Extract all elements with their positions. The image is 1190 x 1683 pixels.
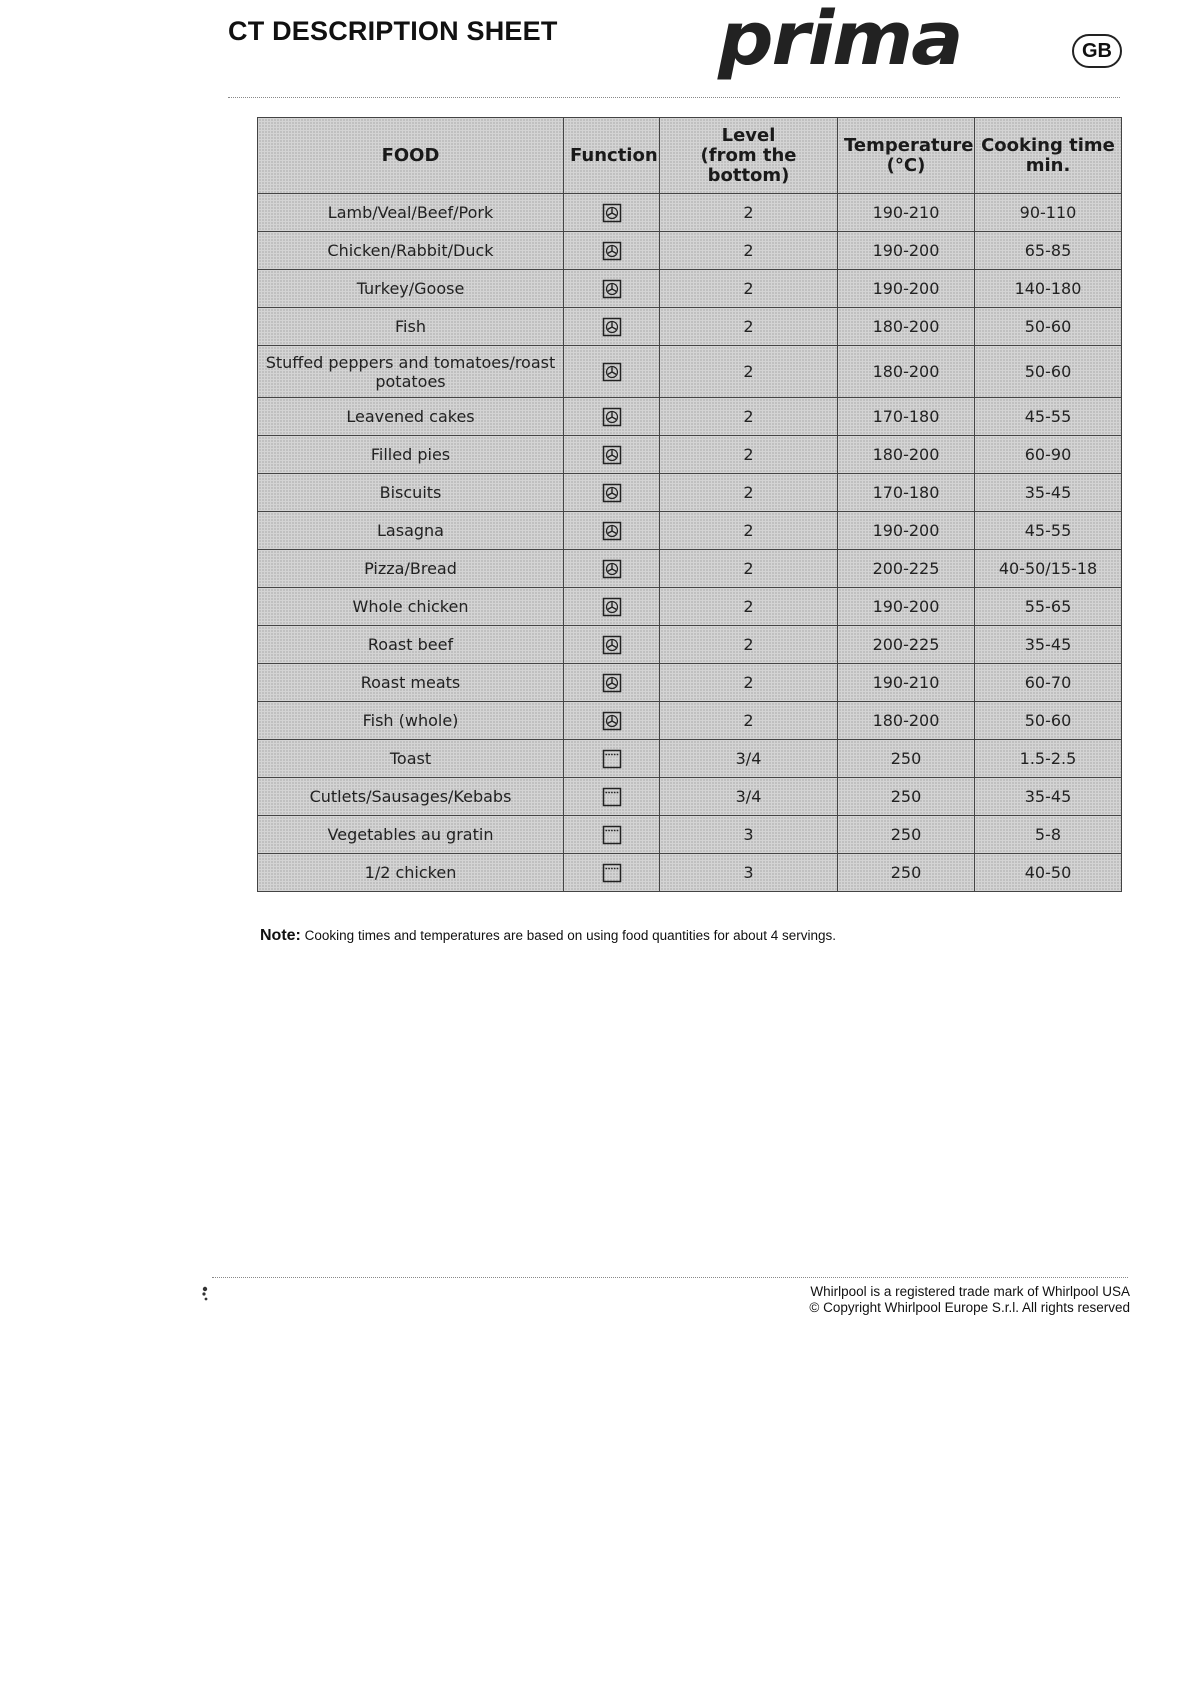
function-cell: [564, 778, 660, 816]
level-cell: 3: [660, 854, 838, 892]
temperature-cell: 180-200: [838, 308, 975, 346]
table-row: [258, 626, 1122, 664]
cooking-time-cell: 35-45: [975, 626, 1122, 664]
function-cell: [564, 740, 660, 778]
column-header-cooking-time: Cooking time min.: [975, 118, 1122, 194]
temperature-cell: 200-225: [838, 626, 975, 664]
temperature-cell: 190-210: [838, 664, 975, 702]
level-cell: 2: [660, 270, 838, 308]
food-cell: Pizza/Bread: [258, 550, 564, 588]
fan-oven-icon: [602, 317, 622, 337]
table-row: [258, 194, 1122, 232]
fan-oven-icon: [602, 445, 622, 465]
food-cell: Cutlets/Sausages/Kebabs: [258, 778, 564, 816]
table-row: [258, 398, 1122, 436]
function-cell: [564, 664, 660, 702]
temperature-cell: 190-210: [838, 194, 975, 232]
table-row: [258, 308, 1122, 346]
cooking-time-cell: 1.5-2.5: [975, 740, 1122, 778]
footer-divider: [212, 1277, 1128, 1278]
footer-trademark: Whirlpool is a registered trade mark of Whirlpool USA: [810, 1284, 1130, 1299]
food-cell: Fish (whole): [258, 702, 564, 740]
level-cell: 2: [660, 626, 838, 664]
function-cell: [564, 588, 660, 626]
table-row: [258, 436, 1122, 474]
table-header-row: [258, 118, 1122, 194]
function-cell: [564, 474, 660, 512]
food-cell: Filled pies: [258, 436, 564, 474]
function-cell: [564, 816, 660, 854]
table-row: [258, 588, 1122, 626]
note-label: Note:: [260, 927, 301, 944]
function-cell: [564, 232, 660, 270]
cooking-time-cell: 50-60: [975, 308, 1122, 346]
food-cell: Lamb/Veal/Beef/Pork: [258, 194, 564, 232]
level-cell: 2: [660, 474, 838, 512]
note-text: Cooking times and temperatures are based on using food quantities for about 4 servings.: [304, 928, 836, 943]
temperature-cell: 250: [838, 778, 975, 816]
function-cell: [564, 512, 660, 550]
header-divider: [228, 97, 1120, 98]
food-cell: Leavened cakes: [258, 398, 564, 436]
column-header-function: Function: [564, 118, 660, 194]
level-cell: 3/4: [660, 740, 838, 778]
function-cell: [564, 436, 660, 474]
table-body: [258, 194, 1122, 892]
cooking-time-cell: 60-90: [975, 436, 1122, 474]
column-header-level: Level (from the bottom): [660, 118, 838, 194]
temperature-cell: 250: [838, 740, 975, 778]
cooking-time-cell: 65-85: [975, 232, 1122, 270]
temperature-cell: 190-200: [838, 270, 975, 308]
level-cell: 2: [660, 512, 838, 550]
cooking-table: [257, 117, 1122, 892]
column-header-temperature: Temperature (°C): [838, 118, 975, 194]
food-cell: Biscuits: [258, 474, 564, 512]
grill-icon: [602, 749, 622, 769]
footer-copyright: © Copyright Whirlpool Europe S.r.l. All rights reserved: [809, 1300, 1130, 1315]
fan-oven-icon: [602, 483, 622, 503]
table-row: [258, 512, 1122, 550]
level-cell: 2: [660, 308, 838, 346]
temperature-cell: 190-200: [838, 512, 975, 550]
cooking-time-cell: 35-45: [975, 474, 1122, 512]
temperature-cell: 190-200: [838, 232, 975, 270]
fan-oven-icon: [602, 521, 622, 541]
note: [260, 927, 836, 945]
level-cell: 2: [660, 346, 838, 398]
fan-oven-icon: [602, 559, 622, 579]
level-cell: 3: [660, 816, 838, 854]
temperature-cell: 250: [838, 854, 975, 892]
footer: [809, 1284, 1130, 1316]
function-cell: [564, 270, 660, 308]
temperature-cell: 190-200: [838, 588, 975, 626]
food-cell: 1/2 chicken: [258, 854, 564, 892]
grill-icon: [602, 825, 622, 845]
temperature-cell: 170-180: [838, 398, 975, 436]
table-row: [258, 474, 1122, 512]
cooking-time-cell: 50-60: [975, 702, 1122, 740]
temperature-cell: 250: [838, 816, 975, 854]
temperature-cell: 180-200: [838, 346, 975, 398]
level-cell: 2: [660, 550, 838, 588]
level-cell: 2: [660, 664, 838, 702]
brand-logo: prima: [718, 0, 962, 82]
food-cell: Chicken/Rabbit/Duck: [258, 232, 564, 270]
level-cell: 2: [660, 194, 838, 232]
function-cell: [564, 308, 660, 346]
food-cell: Toast: [258, 740, 564, 778]
page-title: СT DESCRIPTION SHEET: [228, 16, 558, 46]
grill-icon: [602, 863, 622, 883]
food-cell: Fish: [258, 308, 564, 346]
temperature-cell: 180-200: [838, 436, 975, 474]
cooking-time-cell: 40-50: [975, 854, 1122, 892]
food-cell: Turkey/Goose: [258, 270, 564, 308]
level-cell: 3/4: [660, 778, 838, 816]
food-cell: Roast meats: [258, 664, 564, 702]
cooking-time-cell: 5-8: [975, 816, 1122, 854]
food-cell: Whole chicken: [258, 588, 564, 626]
cooking-time-cell: 140-180: [975, 270, 1122, 308]
table-row: [258, 232, 1122, 270]
table-row: [258, 270, 1122, 308]
fan-oven-icon: [602, 711, 622, 731]
table-row: [258, 778, 1122, 816]
function-cell: [564, 346, 660, 398]
level-cell: 2: [660, 232, 838, 270]
fan-oven-icon: [602, 673, 622, 693]
table-row: [258, 702, 1122, 740]
function-cell: [564, 194, 660, 232]
table-row: [258, 346, 1122, 398]
level-cell: 2: [660, 436, 838, 474]
temperature-cell: 180-200: [838, 702, 975, 740]
cooking-time-cell: 35-45: [975, 778, 1122, 816]
cooking-time-cell: 40-50/15-18: [975, 550, 1122, 588]
fan-oven-icon: [602, 279, 622, 299]
registration-mark-icon: [201, 1286, 209, 1302]
cooking-time-cell: 45-55: [975, 398, 1122, 436]
cooking-time-cell: 55-65: [975, 588, 1122, 626]
fan-oven-icon: [602, 635, 622, 655]
cooking-time-cell: 90-110: [975, 194, 1122, 232]
cooking-time-cell: 45-55: [975, 512, 1122, 550]
fan-oven-icon: [602, 362, 622, 382]
temperature-cell: 170-180: [838, 474, 975, 512]
cooking-time-cell: 50-60: [975, 346, 1122, 398]
food-cell: Roast beef: [258, 626, 564, 664]
food-cell: Lasagna: [258, 512, 564, 550]
function-cell: [564, 854, 660, 892]
country-badge: GB: [1072, 34, 1122, 68]
level-cell: 2: [660, 588, 838, 626]
level-cell: 2: [660, 398, 838, 436]
fan-oven-icon: [602, 241, 622, 261]
table-row: [258, 740, 1122, 778]
fan-oven-icon: [602, 407, 622, 427]
table-row: [258, 816, 1122, 854]
function-cell: [564, 550, 660, 588]
fan-oven-icon: [602, 203, 622, 223]
grill-icon: [602, 787, 622, 807]
table-row: [258, 550, 1122, 588]
fan-oven-icon: [602, 597, 622, 617]
column-header-food: FOOD: [258, 118, 564, 194]
function-cell: [564, 702, 660, 740]
temperature-cell: 200-225: [838, 550, 975, 588]
food-cell: Stuffed peppers and tomatoes/roast potatoes: [258, 346, 564, 398]
function-cell: [564, 398, 660, 436]
level-cell: 2: [660, 702, 838, 740]
function-cell: [564, 626, 660, 664]
table-row: [258, 664, 1122, 702]
food-cell: Vegetables au gratin: [258, 816, 564, 854]
cooking-time-cell: 60-70: [975, 664, 1122, 702]
table-row: [258, 854, 1122, 892]
